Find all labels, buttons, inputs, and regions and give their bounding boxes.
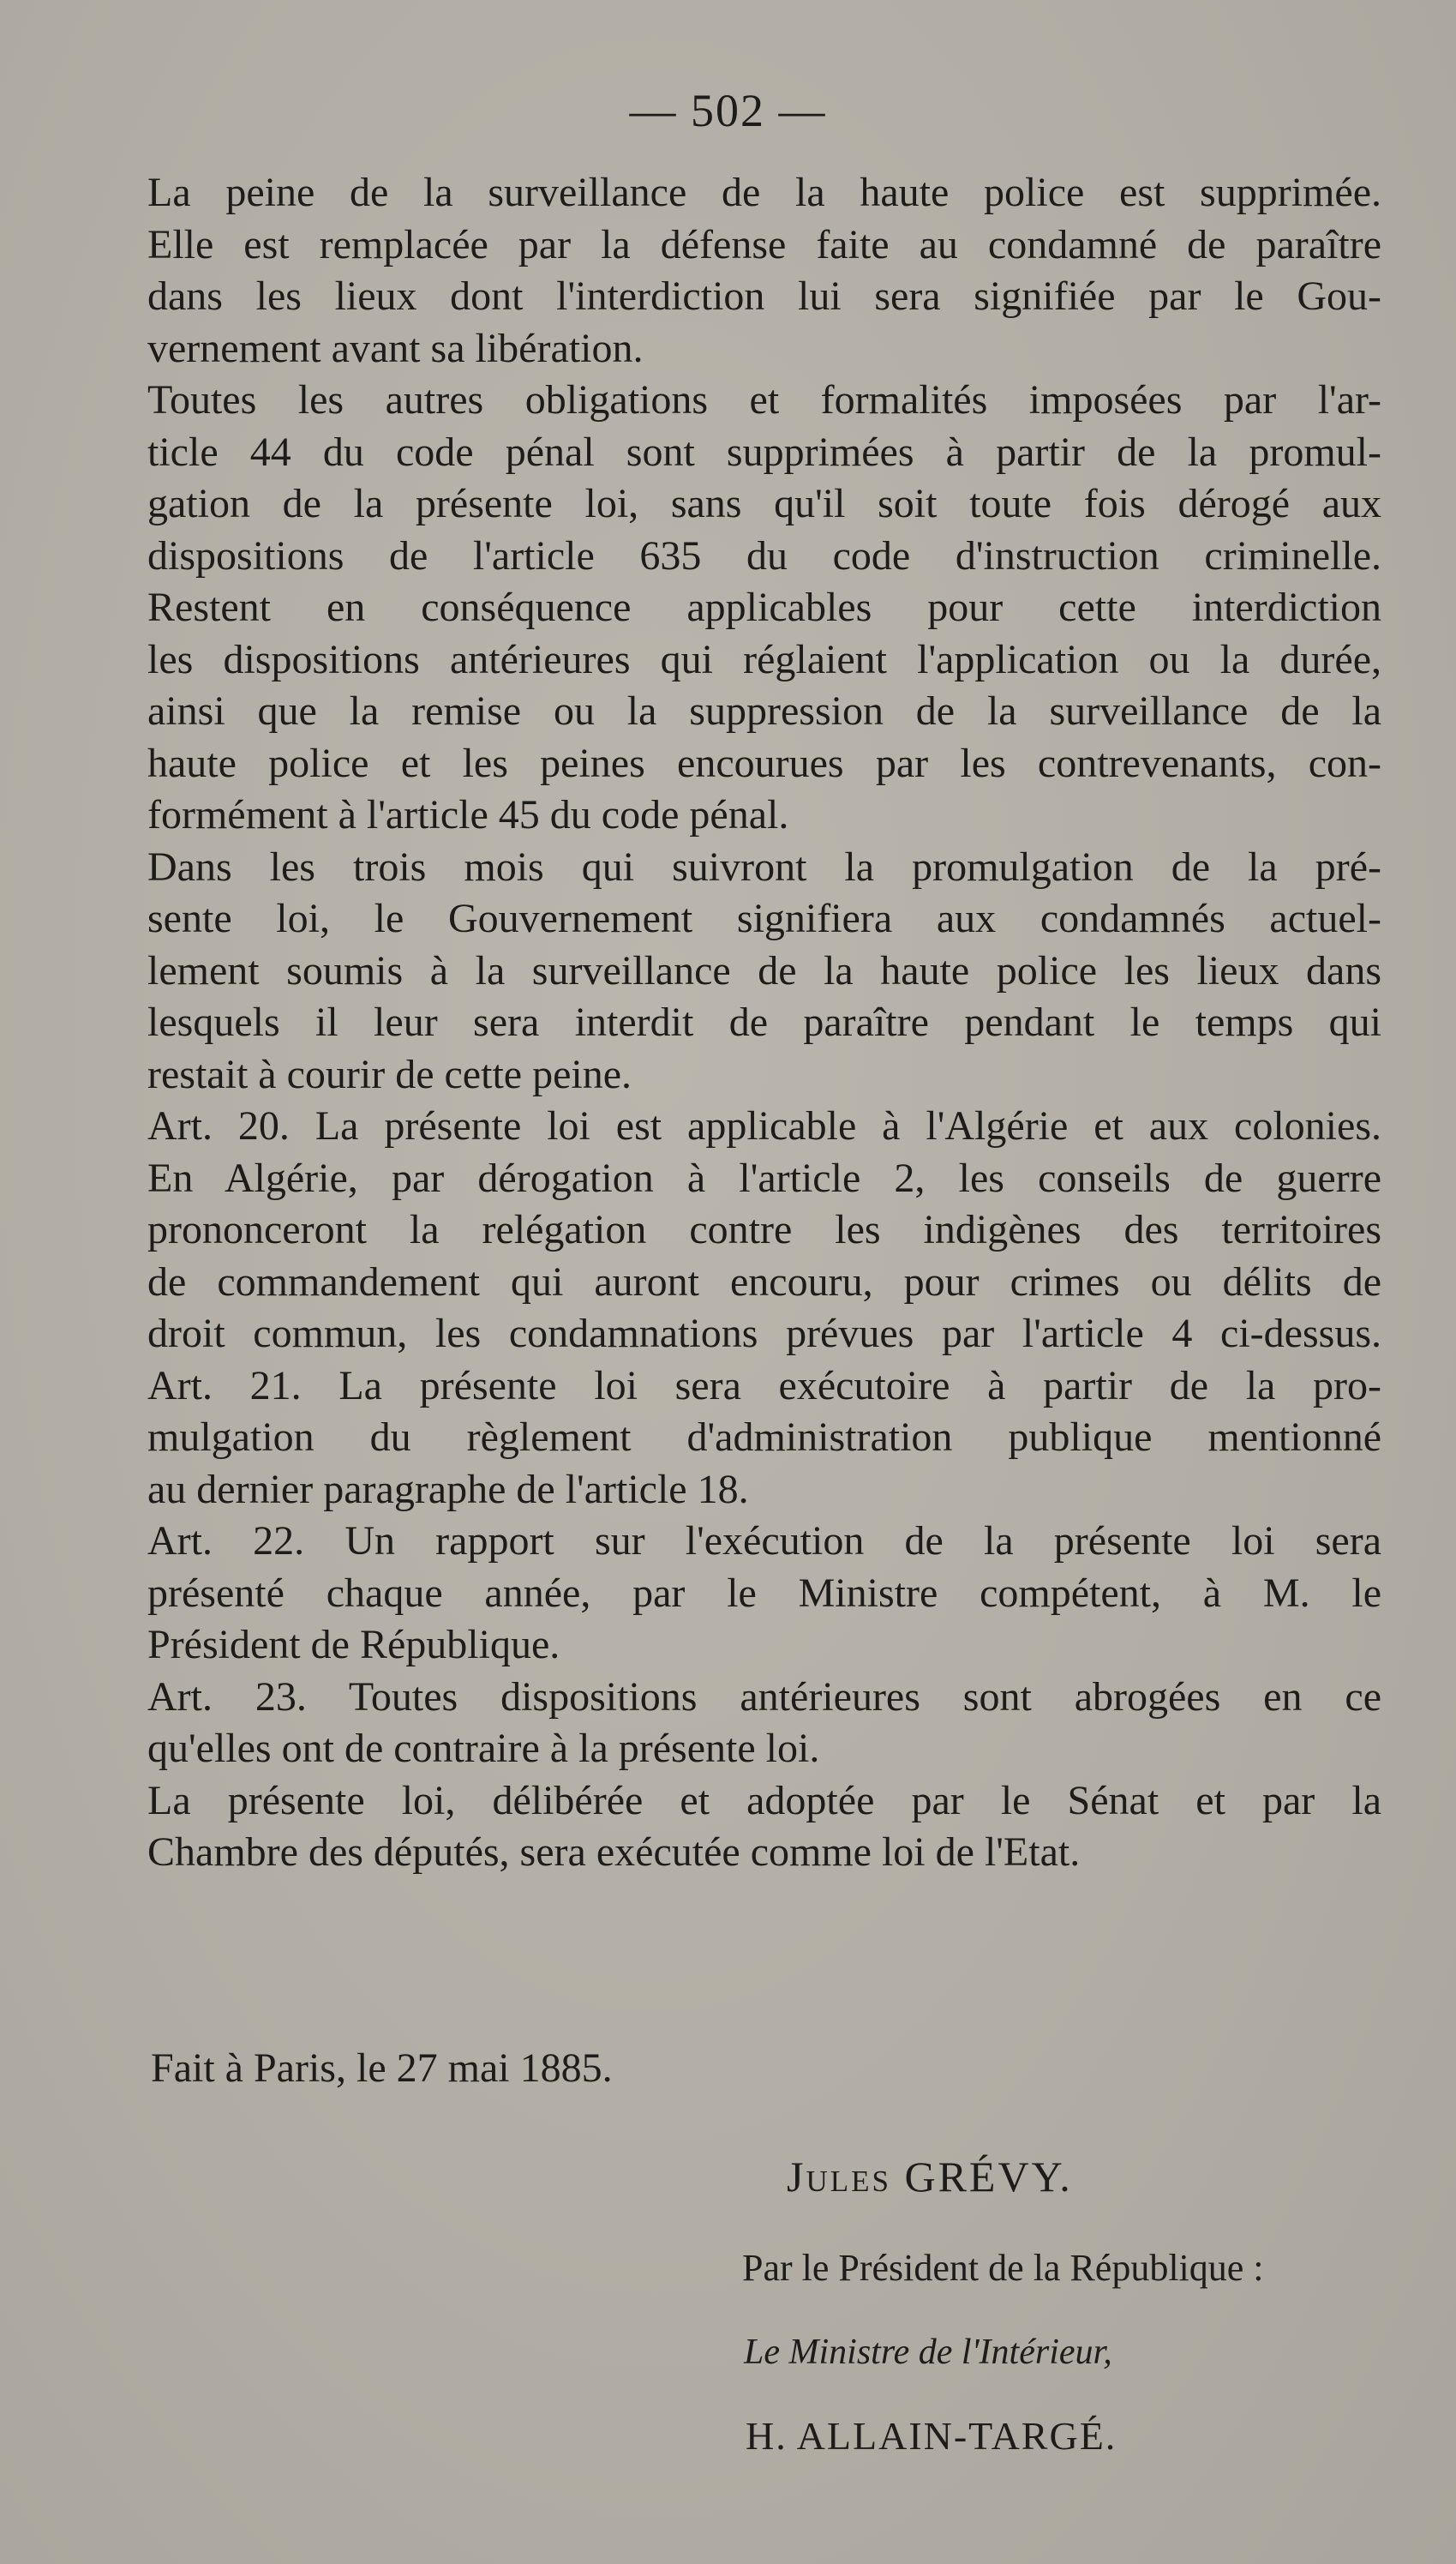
law-text [147, 167, 1381, 1879]
text-line: gation de la présente loi, sans qu'il soit toute fois dérogé aux [147, 481, 1381, 526]
text-line: Art. 21. La présente loi sera exécutoire à partir de la pro- [147, 1362, 1381, 1408]
text-line: Elle est remplacée par la défense faite au condamné de paraître [147, 221, 1381, 267]
text-line: Dans les trois mois qui suivront la promulgation de la pré- [147, 844, 1381, 890]
text-line: droit commun, les condamnations prévues par l'article 4 ci-dessus. [147, 1311, 1381, 1356]
text-line: Art. 22. Un rapport sur l'exécution de la présente loi sera [147, 1518, 1381, 1564]
text-line: vernement avant sa libération. [147, 325, 644, 371]
text-line: dispositions de l'article 635 du code d'instruction criminelle. [147, 532, 1381, 579]
text-line: restait à courir de cette peine. [147, 1051, 632, 1097]
countersign-label: Par le Président de la République : [742, 2247, 1264, 2289]
text-line: haute police et les peines encourues par les contrevenants, con- [147, 740, 1381, 786]
text-line: présenté chaque année, par le Ministre compétent, à M. le [147, 1570, 1381, 1616]
text-line: Art. 23. Toutes dispositions antérieures sont abrogées en ce [147, 1673, 1381, 1720]
signature-president: Jules GRÉVY. [787, 2153, 1073, 2201]
text-line: prononceront la relégation contre les indigènes des territoires [147, 1207, 1381, 1252]
text-line: Chambre des députés, sera exécutée comme loi de l'Etat. [147, 1829, 1081, 1875]
text-line: sente loi, le Gouvernement signifiera aux condamnés actuel- [147, 896, 1381, 941]
page-number: — 502 — [629, 85, 827, 136]
text-line: mulgation du règlement d'administration publique mentionné [147, 1414, 1381, 1460]
text-line: au dernier paragraphe de l'article 18. [147, 1466, 749, 1512]
text-line: Président de République. [147, 1622, 560, 1667]
text-line: lesquels il leur sera interdit de paraître pendant le temps qui [147, 1000, 1381, 1045]
text-line: formément à l'article 45 du code pénal. [147, 792, 789, 838]
text-line: ticle 44 du code pénal sont supprimées à partir de la promul- [147, 429, 1381, 475]
text-line: les dispositions antérieures qui réglaient l'application ou la durée, [147, 636, 1381, 682]
text-line: lement soumis à la surveillance de la haute police les lieux dans [147, 947, 1381, 994]
text-line: Art. 20. La présente loi est applicable à l'Algérie et aux colonies. [147, 1103, 1381, 1149]
minister-title: Le Ministre de l'Intérieur, [744, 2333, 1112, 2372]
text-line: La présente loi, délibérée et adoptée par le Sénat et par la [147, 1777, 1381, 1823]
text-line: La peine de la surveillance de la haute police est supprimée. [147, 170, 1381, 215]
text-line: qu'elles ont de contraire à la présente loi. [147, 1726, 820, 1771]
text-line: Restent en conséquence applicables pour cette interdiction [147, 585, 1381, 630]
text-line: de commandement qui auront encouru, pour crimes ou délits de [147, 1258, 1381, 1305]
text-line: En Algérie, par dérogation à l'article 2, les conseils de guerre [147, 1155, 1381, 1201]
date-line: Fait à Paris, le 27 mai 1885. [151, 2045, 613, 2091]
text-line: ainsi que la remise ou la suppression de la surveillance de la [147, 688, 1381, 734]
text-line: Toutes les autres obligations et formalités imposées par l'ar- [147, 377, 1381, 423]
text-line: dans les lieux dont l'interdiction lui sera signifiée par le Gou- [147, 273, 1381, 319]
signature-minister: H. ALLAIN-TARGÉ. [746, 2414, 1117, 2458]
